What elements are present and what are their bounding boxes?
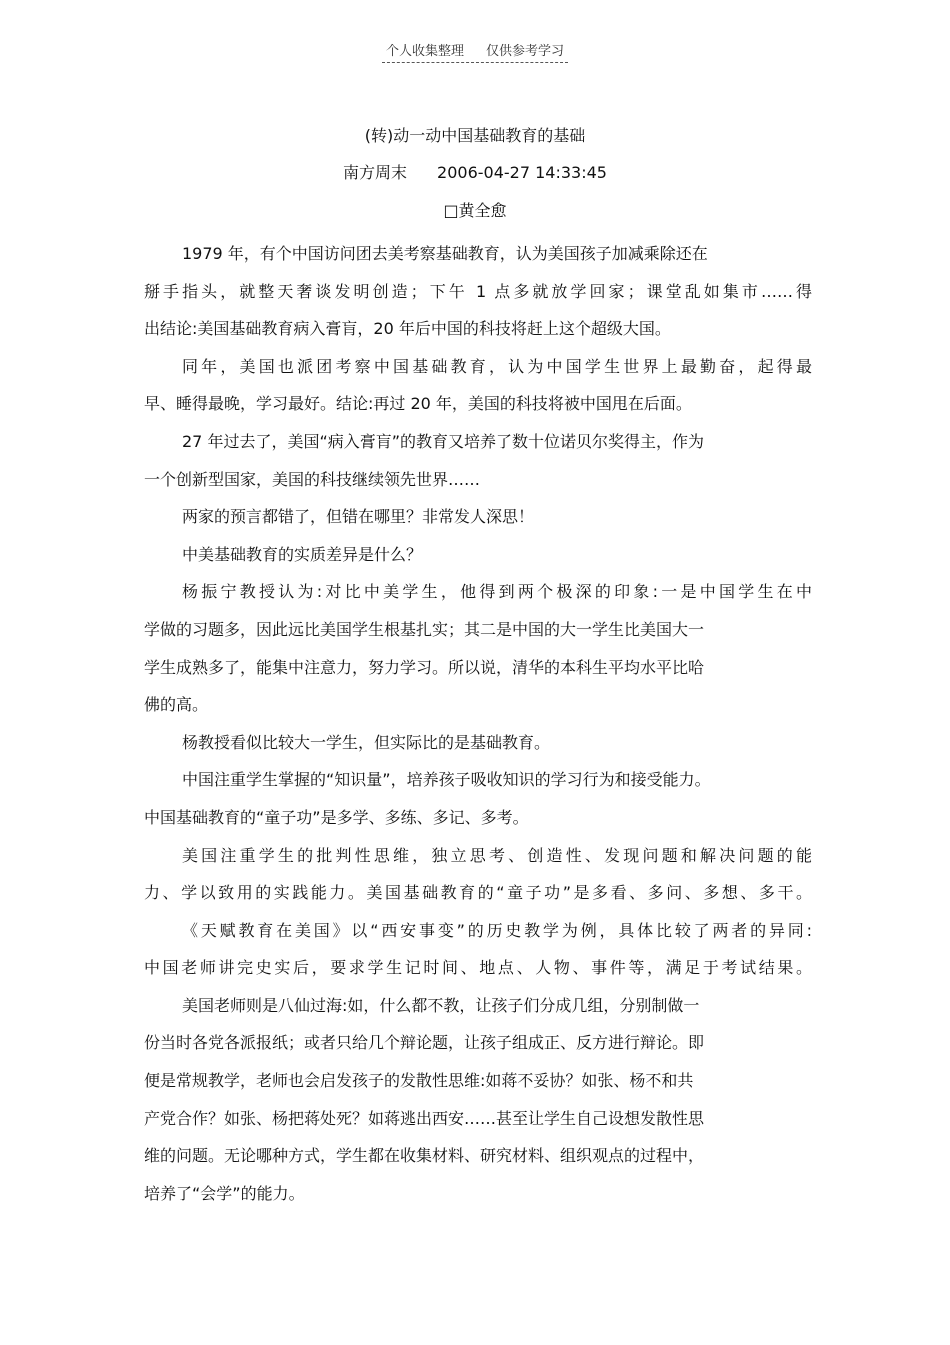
text-line: 维的问题。无论哪种方式，学生都在收集材料、研究材料、组织观点的过程中， — [144, 1146, 705, 1166]
text-line: 便是常规教学，老师也会启发孩子的发散性思维:如蒋不妥协？如张、杨不和共 — [144, 1071, 694, 1091]
page-header — [0, 40, 950, 63]
paragraph-1 — [144, 235, 812, 348]
paragraph-2 — [144, 348, 812, 423]
article-body — [144, 235, 812, 1212]
source-time: 2006-04-27 14:33:45 — [437, 163, 607, 182]
text-line: 佛的高。 — [144, 695, 209, 715]
header-right-text: 仅供参考学习 — [486, 44, 565, 59]
text-line: 一个创新型国家，美国的科技继续领先世界…… — [144, 469, 481, 489]
paragraph-6 — [144, 573, 812, 723]
source-name: 南方周末 — [343, 163, 408, 182]
paragraph-5 — [144, 536, 812, 574]
text-line: 中美基础教育的实质差异是什么？ — [182, 544, 423, 564]
text-line: 产党合作？如张、杨把蒋处死？如蒋逃出西安……甚至让学生自己设想发散性思 — [144, 1108, 705, 1128]
paragraph-4 — [144, 498, 812, 536]
text-line: 杨教授看似比较大一学生，但实际比的是基础教育。 — [182, 732, 551, 752]
paragraph-7 — [144, 724, 812, 762]
text-line: 力、学以致用的实践能力。美国基础教育的“童子功”是多看、多问、多想、多干。 — [144, 883, 812, 903]
text-line: 杨振宁教授认为:对比中美学生，他得到两个极深的印象:一是中国学生在中 — [182, 582, 812, 602]
text-line: 培养了“会学”的能力。 — [144, 1183, 305, 1203]
text-line: 中国老师讲完史实后，要求学生记时间、地点、人物、事件等，满足于考试结果。 — [144, 958, 812, 978]
text-line: 美国注重学生的批判性思维，独立思考、创造性、发现问题和解决问题的能 — [182, 845, 812, 865]
article-source — [0, 163, 950, 183]
text-line: 《天赋教育在美国》以“西安事变”的历史教学为例，具体比较了两者的异同: — [182, 920, 812, 940]
text-line: 出结论:美国基础教育病入膏肓，20 年后中国的科技将赶上这个超级大国。 — [144, 319, 671, 339]
text-line: 份当时各党各派报纸；或者只给几个辩论题，让孩子组成正、反方进行辩论。即 — [144, 1033, 705, 1053]
text-line: 1979 年，有个中国访问团去美考察基础教育，认为美国孩子加减乘除还在 — [182, 244, 708, 263]
text-line: 两家的预言都错了，但错在哪里？非常发人深思！ — [182, 507, 535, 527]
header-watermark — [382, 40, 568, 63]
paragraph-11 — [144, 987, 812, 1213]
text-line: 中国注重学生掌握的“知识量”，培养孩子吸收知识的学习行为和接受能力。 — [182, 770, 711, 790]
header-left-text: 个人收集整理 — [385, 44, 464, 59]
text-line: 同年，美国也派团考察中国基础教育，认为中国学生世界上最勤奋，起得最 — [182, 356, 812, 376]
paragraph-10 — [144, 912, 812, 987]
text-line: 中国基础教育的“童子功”是多学、多练、多记、多考。 — [144, 807, 529, 827]
text-line: 早、睡得最晚，学习最好。结论:再过 20 年，美国的科技将被中国甩在后面。 — [144, 394, 692, 414]
text-line: 掰手指头，就整天奢谈发明创造；下午 1 点多就放学回家；课堂乱如集市……得 — [144, 281, 812, 301]
article-author: □黄全愈 — [443, 201, 507, 220]
text-line: 学做的习题多，因此远比美国学生根基扎实；其二是中国的大一学生比美国大一 — [144, 619, 705, 639]
paragraph-8 — [144, 761, 812, 836]
paragraph-9 — [144, 837, 812, 912]
text-line: 27 年过去了，美国“病入膏肓”的教育又培养了数十位诺贝尔奖得主，作为 — [182, 431, 705, 451]
paragraph-3 — [144, 423, 812, 498]
text-line: 学生成熟多了，能集中注意力，努力学习。所以说，清华的本科生平均水平比哈 — [144, 657, 705, 677]
text-line: 美国老师则是八仙过海:如，什么都不教，让孩子们分成几组，分别制做一 — [182, 995, 700, 1015]
article-title: (转)动一动中国基础教育的基础 — [364, 126, 586, 145]
